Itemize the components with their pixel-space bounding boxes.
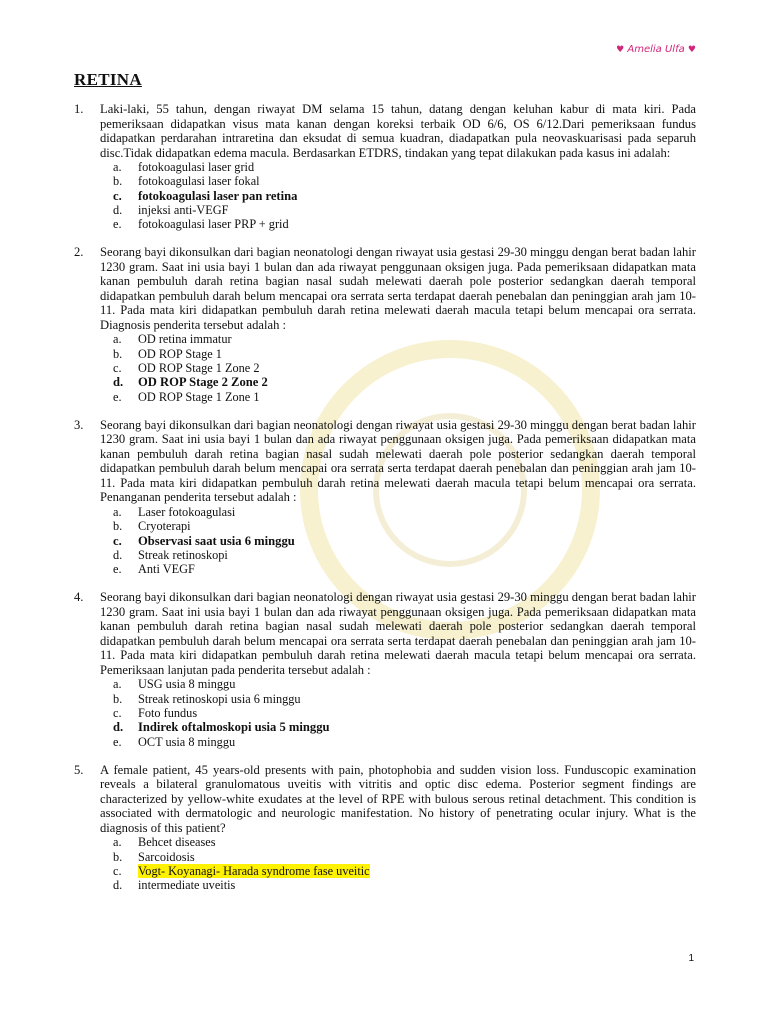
- question-1: [74, 102, 696, 231]
- question-number: 3.: [74, 417, 84, 432]
- question-number: 1.: [74, 102, 84, 116]
- option: b. Cryoterapi: [113, 519, 191, 534]
- question-number: 2.: [74, 245, 84, 260]
- option: c. Foto fundus: [113, 706, 198, 721]
- option-correct: d. Indirek oftalmoskopi usia 5 minggu: [113, 720, 330, 735]
- option: e. OCT usia 8 minggu: [113, 734, 236, 749]
- option: b. Streak retinoskopi usia 6 minggu: [113, 691, 301, 706]
- option-highlighted: c. Vogt- Koyanagi- Harada syndrome fase uveitic: [113, 864, 370, 879]
- question-2: [74, 245, 696, 403]
- question-5: [74, 763, 696, 893]
- option: e. OD ROP Stage 1 Zone 1: [113, 389, 260, 404]
- question-4: [74, 590, 696, 748]
- question-text: Seorang bayi dikonsulkan dari bagian neonatologi dengan riwayat usia gestasi 29-30 minggu dengan berat badan lahir 1230 gram. Saat ini usia bayi 1 bulan dan ada riwayat penggunaan oksigen juga. Pada pemeriksaan didapatkan mata kanan pembuluh darah retina bagian nasal sudah melewati daerah pole posterior sedangkan daerah temporal didapatkan pembuluh darah belum mencapai ora serrata serta terdapat daerah penebalan dan peninggian arah jam 10-11. Pada mata kiri didapatkan pembuluh darah retina melewati daerah macula tetapi belum mencapai ora serrata. Diagnosis penderita tersebut adalah :: [100, 245, 696, 332]
- question-text: Seorang bayi dikonsulkan dari bagian neonatologi dengan riwayat usia gestasi 29-30 minggu dengan berat badan lahir 1230 gram. Saat ini usia bayi 1 bulan dan ada riwayat penggunaan oksigen juga. Pada pemeriksaan didapatkan mata kanan pembuluh darah retina bagian nasal sudah melewati daerah pole posterior sedangkan daerah temporal didapatkan pembuluh darah belum mencapai ora serrata serta terdapat daerah penebalan dan peninggian arah jam 10-11. Pada mata kiri didapatkan pembuluh darah retina melewati daerah macula tetapi belum mencapai ora serrata. Penanganan penderita tersebut adalah :: [100, 417, 696, 505]
- option: d. injeksi anti-VEGF: [113, 202, 229, 217]
- question-text: A female patient, 45 years-old presents with pain, photophobia and sudden vision loss. Funduscopic examination reveals a bilateral granulomatous uveitis with vitritis and optic disc edema. Posterior segment findings are characterized by yellow-white exudates at the level of RPE with bulous serous retinal detachment. This condition is associated with dermatologic and neurologic manifestation. No history of penetrating ocular injury. What is the diagnosis of this patient?: [100, 762, 696, 835]
- option: b. OD ROP Stage 1: [113, 346, 222, 361]
- section-title: RETINA: [74, 70, 142, 89]
- question-3: [74, 418, 696, 576]
- option: e. Anti VEGF: [113, 562, 195, 577]
- question-text: Seorang bayi dikonsulkan dari bagian neonatologi dengan riwayat usia gestasi 29-30 minggu dengan berat badan lahir 1230 gram. Saat ini usia bayi 1 bulan dan ada riwayat penggunaan oksigen juga. Pada pemeriksaan didapatkan mata kanan pembuluh darah retina bagian nasal sudah melewati daerah pole posterior sedangkan daerah temporal didapatkan pembuluh darah belum mencapai ora serrata serta terdapat daerah penebalan dan peninggian arah jam 10-11. Pada mata kiri didapatkan pembuluh darah retina melewati daerah macula tetapi belum mencapai ora serrata. Pemeriksaan lanjutan pada penderita tersebut adalah :: [100, 590, 696, 677]
- option: a. Behcet diseases: [113, 835, 216, 850]
- option-list: [100, 332, 696, 403]
- option-correct: c. Observasi saat usia 6 minggu: [113, 533, 295, 548]
- option: b. Sarcoidosis: [113, 849, 195, 864]
- question-text: Laki-laki, 55 tahun, dengan riwayat DM selama 15 tahun, datang dengan keluhan kabur di mata kiri. Pada pemeriksaan didapatkan visus mata kanan dengan koreksi terbaik OD 6/6, OS 6/12.Dari pemeriksaan fundus didapatkan perdarahan intraretina dan eksudat di semua kuadran, diadapatkan pula neovaskuarisasi pada separuh disc.Tidak didapatkan edema macula. Berdasarkan ETDRS, tindakan yang tepat dilakukan pada kasus ini adalah:: [100, 102, 696, 160]
- page-header: [616, 44, 696, 55]
- option: d. intermediate uveitis: [113, 878, 236, 893]
- option-list: [100, 505, 696, 576]
- question-number: 4.: [74, 590, 84, 605]
- option: a. OD retina immatur: [113, 332, 232, 347]
- option-list: [100, 835, 696, 892]
- question-list: [74, 102, 696, 907]
- option-list: [100, 160, 696, 231]
- option: d. Streak retinoskopi: [113, 547, 228, 562]
- option: a. Laser fotokoagulasi: [113, 504, 236, 519]
- heart-icon: ♥: [687, 45, 696, 55]
- option: a. USG usia 8 minggu: [113, 677, 236, 692]
- question-number: 5.: [74, 762, 84, 777]
- page-number: 1: [688, 953, 694, 964]
- heart-icon: ♥: [616, 45, 625, 55]
- option: b. fotokoagulasi laser fokal: [113, 174, 260, 189]
- option-correct: d. OD ROP Stage 2 Zone 2: [113, 375, 268, 390]
- option: c. OD ROP Stage 1 Zone 2: [113, 361, 260, 376]
- option: e. fotokoagulasi laser PRP + grid: [113, 217, 289, 232]
- option: a. fotokoagulasi laser grid: [113, 160, 255, 174]
- author-name: Amelia Ulfa: [627, 44, 685, 55]
- option-list: [100, 677, 696, 748]
- option-correct: c. fotokoagulasi laser pan retina: [113, 188, 298, 203]
